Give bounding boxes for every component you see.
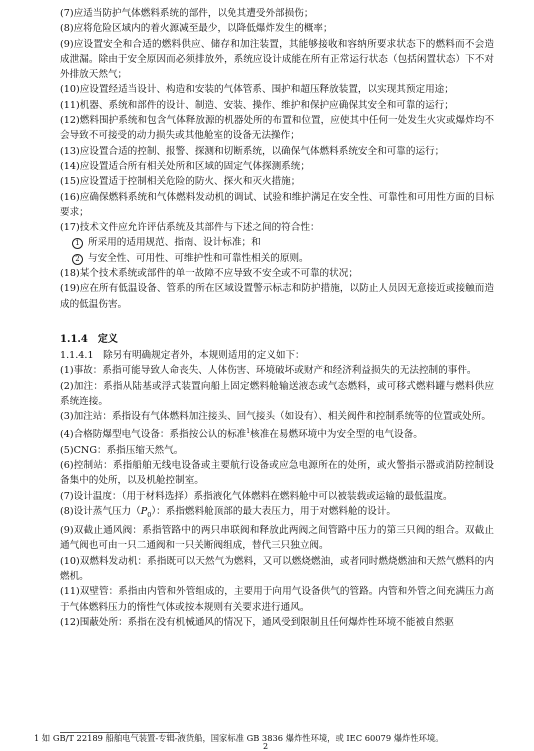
list-item: (9)应设置安全和合适的燃料供应、储存和加注装置，其能够接收和容纳所要求状态下的燃料而不会造成泄漏。除由于安全原因而必须排放外，系统应设计成能在所有正常运行状态（包括闲置状态）下不对外排放天然气；	[60, 38, 494, 81]
list-item: (11)机器、系统和部件的设计、制造、安装、操作、维护和保护应确保其安全和可靠的运行；	[60, 99, 454, 111]
list-item: (14)应设置适合所有相关处所和区域的固定气体探测系统；	[60, 160, 310, 172]
definition-text: ）：系指燃料舱顶部的最大表压力，用于对燃料舱的设计。	[151, 505, 396, 517]
circled-number: 1	[72, 238, 83, 249]
definition-item: (10)双燃料发动机：系指既可以天然气为燃料，又可以燃烧燃油，或者同时燃烧燃油和天然气燃料的内燃机。	[60, 555, 494, 582]
sub-item	[72, 235, 494, 250]
definition-item	[60, 424, 494, 442]
footnote: 1 如 GB/T 22189 船舶电气装置-专辑-液货船，国家标准 GB 3836 爆炸性环境，或 IEC 60079 爆炸性环境。	[34, 733, 444, 743]
definition-item: (3)加注站：系指设有气体燃料加注接头、回气接头（如设有）、相关阀件和控制系统等的位置或处所。	[60, 411, 491, 423]
definition-item: (2)加注：系指从陆基或浮式装置向船上固定燃料舱输送液态或气态燃料，或可移式燃料罐与燃料供应系统连接。	[60, 380, 494, 407]
definition-item: (1)事故：系指可能导致人命丧失、人体伤害、环境破坏或财产和经济利益损失的无法控制的事件。	[60, 365, 477, 377]
sub-item-text: 所采用的适用规范、指南、设计标准；和	[88, 237, 261, 249]
definition-item: (6)控制站：系指船舶无线电设备或主要航行设备或应急电源所在的处所，或火警指示器或消防控制设备集中的处所，以及机舱控制室。	[60, 460, 494, 487]
section-heading	[60, 332, 494, 347]
definition-item: (9)双截止通风阀：系指管路中的两只串联阀和释放此两阀之间管路中压力的第三只阀的组合。双截止通气阀也可由一只二通阀和一只关断阀组成，替代三只独立阀。	[60, 525, 494, 552]
definition-item	[60, 504, 494, 523]
section-number: 1.1.4	[60, 333, 88, 345]
main-content	[60, 6, 494, 630]
list-item: (17)技术文件应允许评估系统及其部件与下述之间的符合性：	[60, 222, 320, 234]
symbol-p: P	[140, 505, 148, 517]
definition-text: (4)合格防爆型电气设备：系指按公认的标准	[60, 429, 247, 441]
footnote-ref[interactable]: 1	[246, 428, 251, 436]
list-item: (16)应确保燃料系统和气体燃料发动机的调试、试验和维护满足在安全性、可靠性和可用性方面的目标要求；	[60, 191, 494, 218]
circled-number: 2	[72, 254, 83, 265]
definition-item: (5)CNG：系指压缩天然气。	[60, 444, 184, 456]
definition-text: 核准在易燃环境中为安全型的电气设备。	[250, 429, 423, 441]
list-item: (19)应在所有低温设备、管系的所在区域设置警示标志和防护措施，以防止人员因无意接近或接触而造成的低温伤害。	[60, 283, 494, 310]
symbol-subscript: 0	[147, 510, 152, 519]
list-item: (7)应适当防护气体燃料系统的部件，以免其遭受外部损伤；	[60, 8, 314, 19]
list-item: (12)燃料围护系统和包含气体释放源的机器处所的布置和位置，应使其中任何一处发生火灾或爆炸均不会导致不可接受的动力损失或其他舱室的设备无法操作；	[60, 115, 494, 142]
sub-item	[72, 251, 494, 266]
page-number: 2	[263, 742, 269, 751]
clause-intro: 1.1.4.1 除另有明确规定者外，本规则适用的定义如下：	[60, 349, 305, 361]
definition-item: (7)设计温度：（用于材料选择）系指液化气体燃料在燃料舱中可以被装载或运输的最低温度。	[60, 490, 453, 502]
list-item: (18)某个技术系统或部件的单一故障不应导致不安全或不可靠的状况；	[60, 268, 358, 280]
definition-text: (8)设计蒸气压力（	[60, 505, 141, 517]
sub-item-text: 与安全性、可用性、可维护性和可靠性相关的原则。	[88, 252, 309, 264]
list-item: (10)应设置经适当设计、构造和安装的气体管系、围护和超压释放装置，以实现其预定用途；	[60, 84, 454, 96]
list-item: (8)应将危险区域内的着火源减至最少，以降低爆炸发生的概率；	[60, 23, 333, 35]
definition-item: (12)围蔽处所：系指在没有机械通风的情况下，通风受到限制且任何爆炸性环境不能被自然驱	[60, 616, 454, 628]
section-title: 定义	[97, 333, 118, 345]
definition-item: (11)双壁管：系指由内管和外管组成的，主要用于向用气设备供气的管路。内管和外管之间充满压力高于气体燃料压力的惰性气体或按本规则有关要求进行通风。	[60, 586, 494, 613]
list-item: (13)应设置合适的控制、报警、探测和切断系统，以确保气体燃料系统安全和可靠的运行；	[60, 145, 445, 157]
list-item: (15)应设置适于控制相关危险的防火、探火和灭火措施；	[60, 176, 301, 188]
